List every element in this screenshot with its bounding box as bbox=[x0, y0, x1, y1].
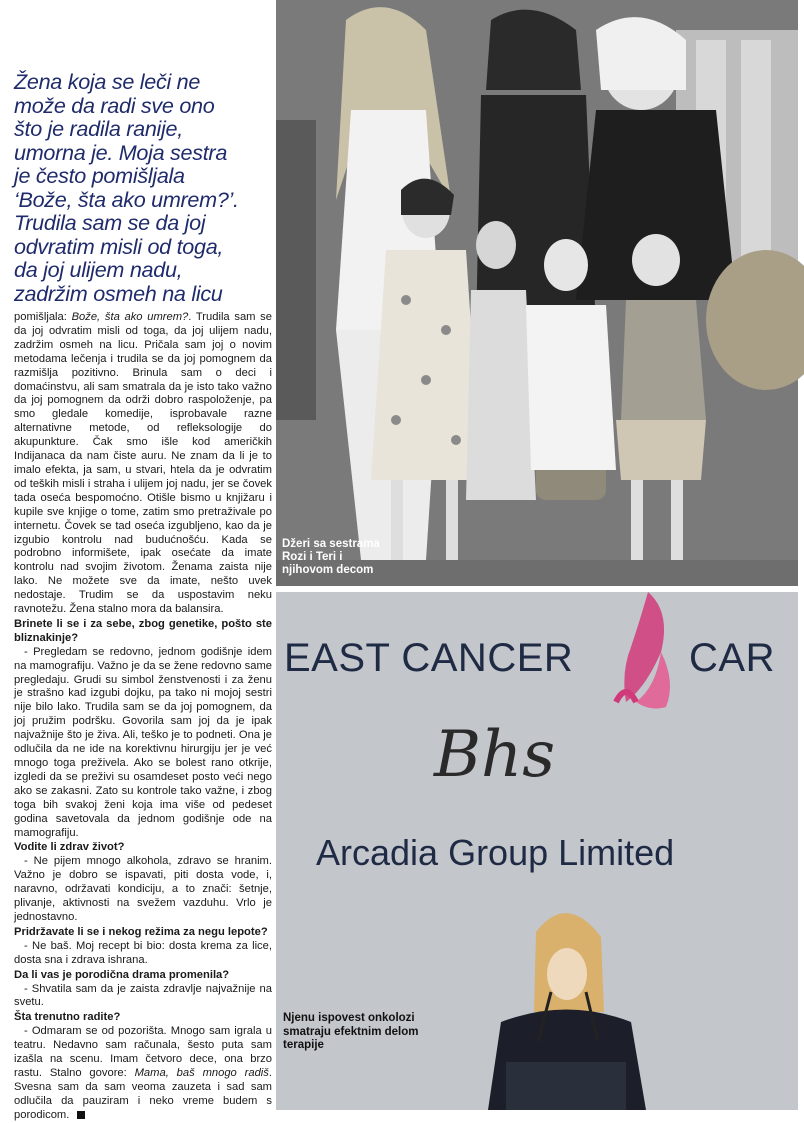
family-photo bbox=[276, 0, 798, 586]
intro-rest: . Trudila sam se da joj odvratim misli od toga, da joj ulijem nadu, zadržim osmeh na licu. Pričala sam joj o novim metodama lečenja i trudila se da joj pomognem da razmišlja pozitivno. Brinula sam o deci i domaćinstvu, ali sam smatrala da je isto tako važno da joj pomognem da održi dobro raspoloženje, pa smo gledale komedije, isprobavale razne alternativne metode, od refleksologije do akupunkture. Čak smo išle kod američkih Indijanaca da nam čiste auru. Ne znam da li je to imalo efekta, ja sam, u stvari, htela da je odvratim od teških misli i straha i ulijem joj nadu, jer se čovek tada oseća bespomoćno. Otišle bismo u knjižaru i kupile sve knjige o tome, zatim smo pretraživale po internetu. Čovek se tad oseća izgubljeno, kao da je izgubio kontrolu nad budućnošću. Kada se podrobno informišete, ipak osećate da imate kontrolu nad svojim životom. Ženama zaista nije lako. Ne možete sve da imate, nešto uvek nedostaje. Trudim se da uspostavim neku ravnotežu. Žena stalno mora da balansira. bbox=[14, 311, 272, 616]
question: Šta trenutno radite? bbox=[14, 1011, 121, 1024]
pull-quote-line: zadržim osmeh na licu bbox=[14, 280, 223, 306]
event-photo-caption: Njenu ispovest onkolozi smatraju efektnim delom terapije bbox=[283, 1012, 419, 1051]
end-of-article-mark bbox=[77, 1111, 85, 1119]
article-body bbox=[14, 311, 272, 1123]
pull-quote-line: da joj ulijem nadu, bbox=[14, 257, 183, 282]
pull-quote-line: što je radila ranije, bbox=[14, 116, 183, 141]
pull-quote-line: je često pomišljala bbox=[14, 163, 185, 188]
banner-arcadia-text: Arcadia Group Limited bbox=[316, 832, 675, 873]
banner-cancer-text bbox=[284, 636, 804, 681]
intro-emphasis: Bože, šta ako umrem? bbox=[71, 311, 189, 323]
question: Da li vas je porodična drama promenila? bbox=[14, 968, 230, 981]
answer-part: - Odmaram se od pozorišta. Mnogo sam igrala u teatru. Nedavno sam računala, šesto puta sam izašla na scenu. Imam četvoro dece, ona brzo rastu. Stalno govore: bbox=[14, 1025, 272, 1079]
article-column bbox=[14, 70, 272, 1123]
pull-quote bbox=[14, 70, 272, 305]
family-photo-caption: Džeri sa sestrama Rozi i Teri i njihovom decom bbox=[282, 538, 380, 576]
pull-quote-line: umorna je. Moja sestra bbox=[14, 139, 228, 165]
banner-cancer-right: CAR bbox=[689, 636, 775, 680]
pull-quote-line: Žena koja se leči ne bbox=[14, 69, 201, 94]
banner-cancer-left: EAST CANCER bbox=[284, 636, 574, 680]
question: Brinete li se i za sebe, zbog genetike, pošto ste bliznakinje? bbox=[14, 617, 272, 644]
intro-lead: pomišljala: bbox=[14, 311, 72, 323]
bhs-logo: Bhs bbox=[434, 718, 556, 792]
pull-quote-line: može da radi sve ono bbox=[14, 92, 215, 118]
answer: - Pregledam se redovno, jednom godišnje idem na mamografiju. Važno je da se žene redovno same pregledaju. Grudi su simbol ženstvenosti i za ženu je strašno kad izgubi dojku, pa tako ni mojoj sestri nije bilo lako. Trudila sam se da joj pomognem, da joj pružim podršku. Govorila sam joj da je ipak najvažnije što je živa. Ali, teško je to podneti. Ona je odlučila da ne ide na korektivnu hirurgiju jer je već mnogo toga preživela. Ako se bolest rano otkrije, izgledi da se preživi su osamdeset posto veći nego ako se zakasni. Zato su kontrole tako važne, i zbog toga bih svakoj ženi koja ima više od pedeset godina savetovala da jednom godišnje ode na mamografiju. bbox=[14, 645, 272, 839]
pull-quote-line: ‘Bože, šta ako umrem?’. bbox=[14, 186, 239, 212]
answer-emphasis: Mama, baš mnogo radiš bbox=[134, 1066, 269, 1079]
pull-quote-line: odvratim misli od toga, bbox=[14, 233, 224, 259]
answer: - Ne baš. Moj recept bi bio: dosta krema za lice, dosta sna i zdrava ishrana. bbox=[14, 939, 272, 966]
question: Pridržavate li se i nekog režima za negu lepote? bbox=[14, 925, 268, 938]
answer-part: . Svesna sam da sam veoma zauzeta i sad sam odlučila da pauziram i neko vreme budem s porodicom. bbox=[14, 1066, 272, 1121]
question: Vodite li zdrav život? bbox=[14, 841, 125, 854]
family-photo-illustration bbox=[276, 0, 798, 586]
pull-quote-line: Trudila sam se da joj bbox=[14, 210, 206, 235]
answer: - Shvatila sam da je zaista zdravlje najvažnije na svetu. bbox=[14, 982, 272, 1009]
answer bbox=[14, 1025, 272, 1122]
intro-paragraph bbox=[14, 311, 272, 617]
answer: - Ne pijem mnogo alkohola, zdravo se hranim. Važno je dobro se ispavati, piti dosta vode, i, naravno, održavati kondiciju, a to znači: šetnje, plivanje, aktivnosti na svežem vazduhu. Vrlo je jednostavno. bbox=[14, 855, 272, 923]
